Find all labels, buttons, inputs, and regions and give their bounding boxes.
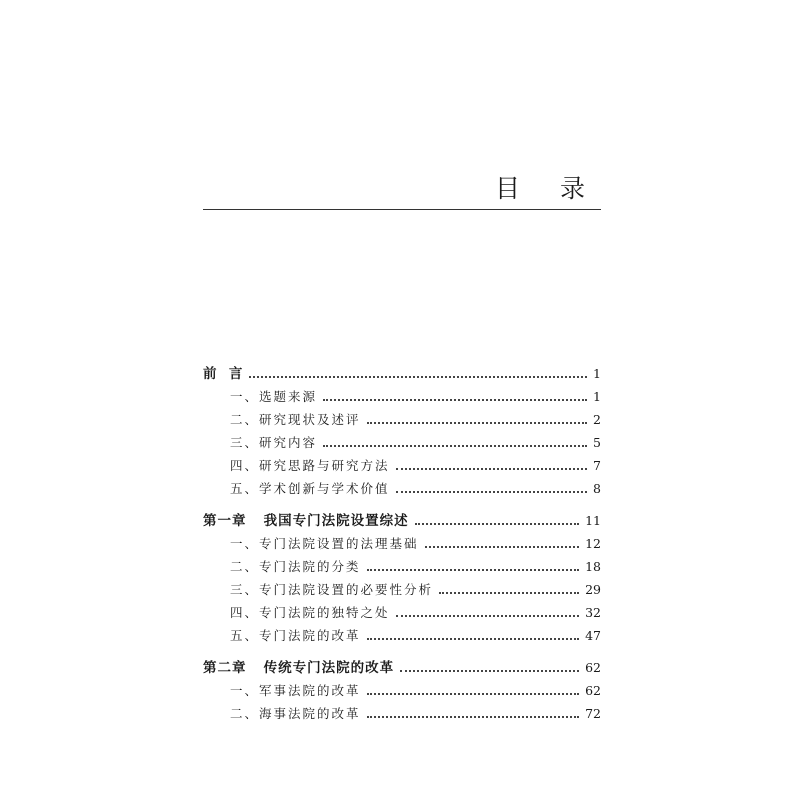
toc-entry-page: 1 <box>593 366 601 381</box>
toc-entry-title: 一、军事法院的改革 <box>230 683 361 698</box>
toc-entry[interactable] <box>203 603 601 623</box>
toc-entry[interactable] <box>203 433 601 453</box>
toc-entry-title: 四、研究思路与研究方法 <box>230 458 390 473</box>
toc-entry-page: 47 <box>585 628 601 643</box>
toc-entry-page: 2 <box>593 412 601 427</box>
toc-entry-title: 五、学术创新与学术价值 <box>230 481 390 496</box>
toc-entry-page: 18 <box>585 559 601 574</box>
dot-leader <box>396 468 587 470</box>
dot-leader <box>400 670 579 672</box>
toc-entry-title: 三、研究内容 <box>230 435 318 450</box>
toc-entry-title: 三、专门法院设置的必要性分析 <box>230 582 434 597</box>
toc-entry[interactable] <box>203 626 601 646</box>
toc-entry[interactable] <box>203 580 601 600</box>
dot-leader <box>323 445 587 447</box>
toc-entry[interactable] <box>203 534 601 554</box>
dot-leader <box>425 546 580 548</box>
toc-entry[interactable] <box>203 704 601 724</box>
toc-entry-title: 二、专门法院的分类 <box>230 559 361 574</box>
dot-leader <box>367 716 580 718</box>
dot-leader <box>367 422 587 424</box>
toc-entry-page: 62 <box>585 660 601 675</box>
dot-leader <box>396 615 580 617</box>
toc-entry-page: 11 <box>585 513 601 528</box>
toc-entry-page: 7 <box>593 458 601 473</box>
dot-leader <box>439 592 579 594</box>
dot-leader <box>367 638 580 640</box>
toc-entry[interactable] <box>203 557 601 577</box>
toc-entry-title: 五、专门法院的改革 <box>230 628 361 643</box>
toc-entry-title: 第一章 我国专门法院设置综述 <box>203 513 409 529</box>
toc-entry-page: 72 <box>585 706 601 721</box>
toc-entry-page: 32 <box>585 605 601 620</box>
toc-entry-title: 第二章 传统专门法院的改革 <box>203 660 395 676</box>
toc-entry[interactable] <box>203 456 601 476</box>
toc-entry-preface[interactable] <box>203 364 601 384</box>
toc-entry-title: 四、专门法院的独特之处 <box>230 605 390 620</box>
toc-entry-page: 8 <box>593 481 601 496</box>
toc-entry-title: 前 言 <box>203 366 244 382</box>
toc-entry-page: 5 <box>593 435 601 450</box>
toc-entry-title: 二、海事法院的改革 <box>230 706 361 721</box>
dot-leader <box>415 523 579 525</box>
dot-leader <box>323 399 587 401</box>
toc-entry-page: 29 <box>585 582 601 597</box>
dot-leader <box>367 693 580 695</box>
toc-entry[interactable] <box>203 387 601 407</box>
dot-leader <box>367 569 580 571</box>
dot-leader <box>249 376 587 378</box>
toc-entry-page: 1 <box>593 389 601 404</box>
toc-entry-page: 12 <box>585 536 601 551</box>
toc-entry[interactable] <box>203 681 601 701</box>
toc-entry-title: 二、研究现状及述评 <box>230 412 361 427</box>
toc-entry-title: 一、选题来源 <box>230 389 318 404</box>
title-divider <box>203 209 601 210</box>
toc-entry-page: 62 <box>585 683 601 698</box>
toc-entry-title: 一、专门法院设置的法理基础 <box>230 536 419 551</box>
toc-entry-chapter-2[interactable] <box>203 658 601 678</box>
toc-entry-chapter-1[interactable] <box>203 511 601 531</box>
toc-entry[interactable] <box>203 410 601 430</box>
page-title: 目 录 <box>495 174 601 203</box>
dot-leader <box>396 491 587 493</box>
toc-entry[interactable] <box>203 479 601 499</box>
